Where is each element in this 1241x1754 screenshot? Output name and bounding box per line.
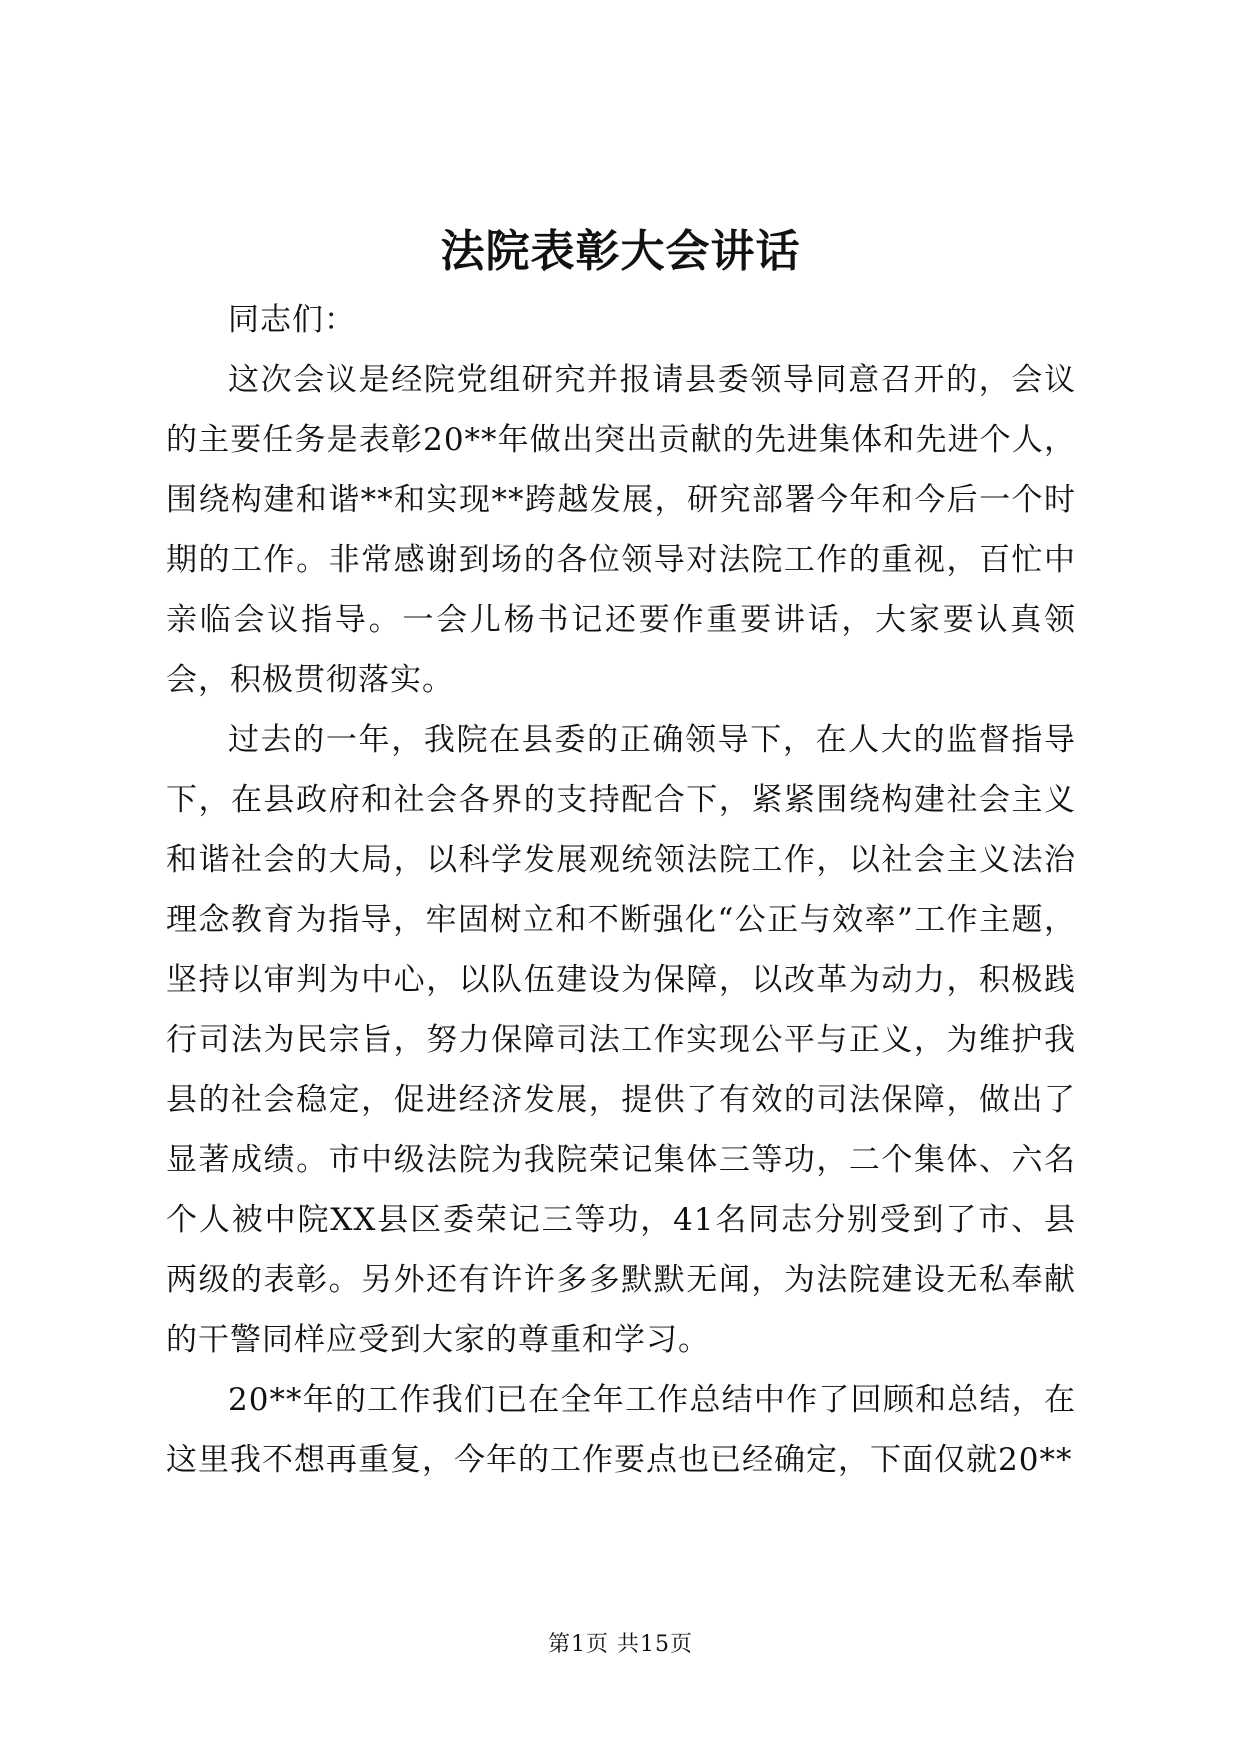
body-paragraph: 这次会议是经院党组研究并报请县委领导同意召开的，会议的主要任务是表彰20**年做出突出贡献的先进集体和先进个人，围绕构建和谐**和实现**跨越发展，研究部署今年和今后一个时期的工作。非常感谢到场的各位领导对法院工作的重视，百忙中亲临会议指导。一会儿杨书记还要作重要讲话，大家要认真领会，积极贯彻落实。 bbox=[166, 362, 1076, 698]
document-title: 法院表彰大会讲话 bbox=[440, 226, 801, 277]
salutation-paragraph: 同志们： bbox=[228, 302, 356, 338]
page-number-footer: 第1页 共15页 bbox=[548, 1632, 693, 1657]
body-paragraph: 过去的一年，我院在县委的正确领导下，在人大的监督指导下，在县政府和社会各界的支持配合下，紧紧围绕构建社会主义和谐社会的大局，以科学发展观统领法院工作，以社会主义法治理念教育为指导，牢固树立和不断强化“公正与效率”工作主题，坚持以审判为中心，以队伍建设为保障，以改革为动力，积极践行司法为民宗旨，努力保障司法工作实现公平与正义，为维护我县的社会稳定，促进经济发展，提供了有效的司法保障，做出了显著成绩。市中级法院为我院荣记集体三等功，二个集体、六名个人被中院XX县区委荣记三等功，41名同志分别受到了市、县两级的表彰。另外还有许许多多默默无闻，为法院建设无私奉献的干警同样应受到大家的尊重和学习。 bbox=[166, 722, 1076, 1358]
body-paragraph: 20**年的工作我们已在全年工作总结中作了回顾和总结，在这里我不想再重复，今年的工作要点也已经确定，下面仅就20** bbox=[166, 1382, 1076, 1478]
document-body bbox=[166, 290, 1076, 1490]
